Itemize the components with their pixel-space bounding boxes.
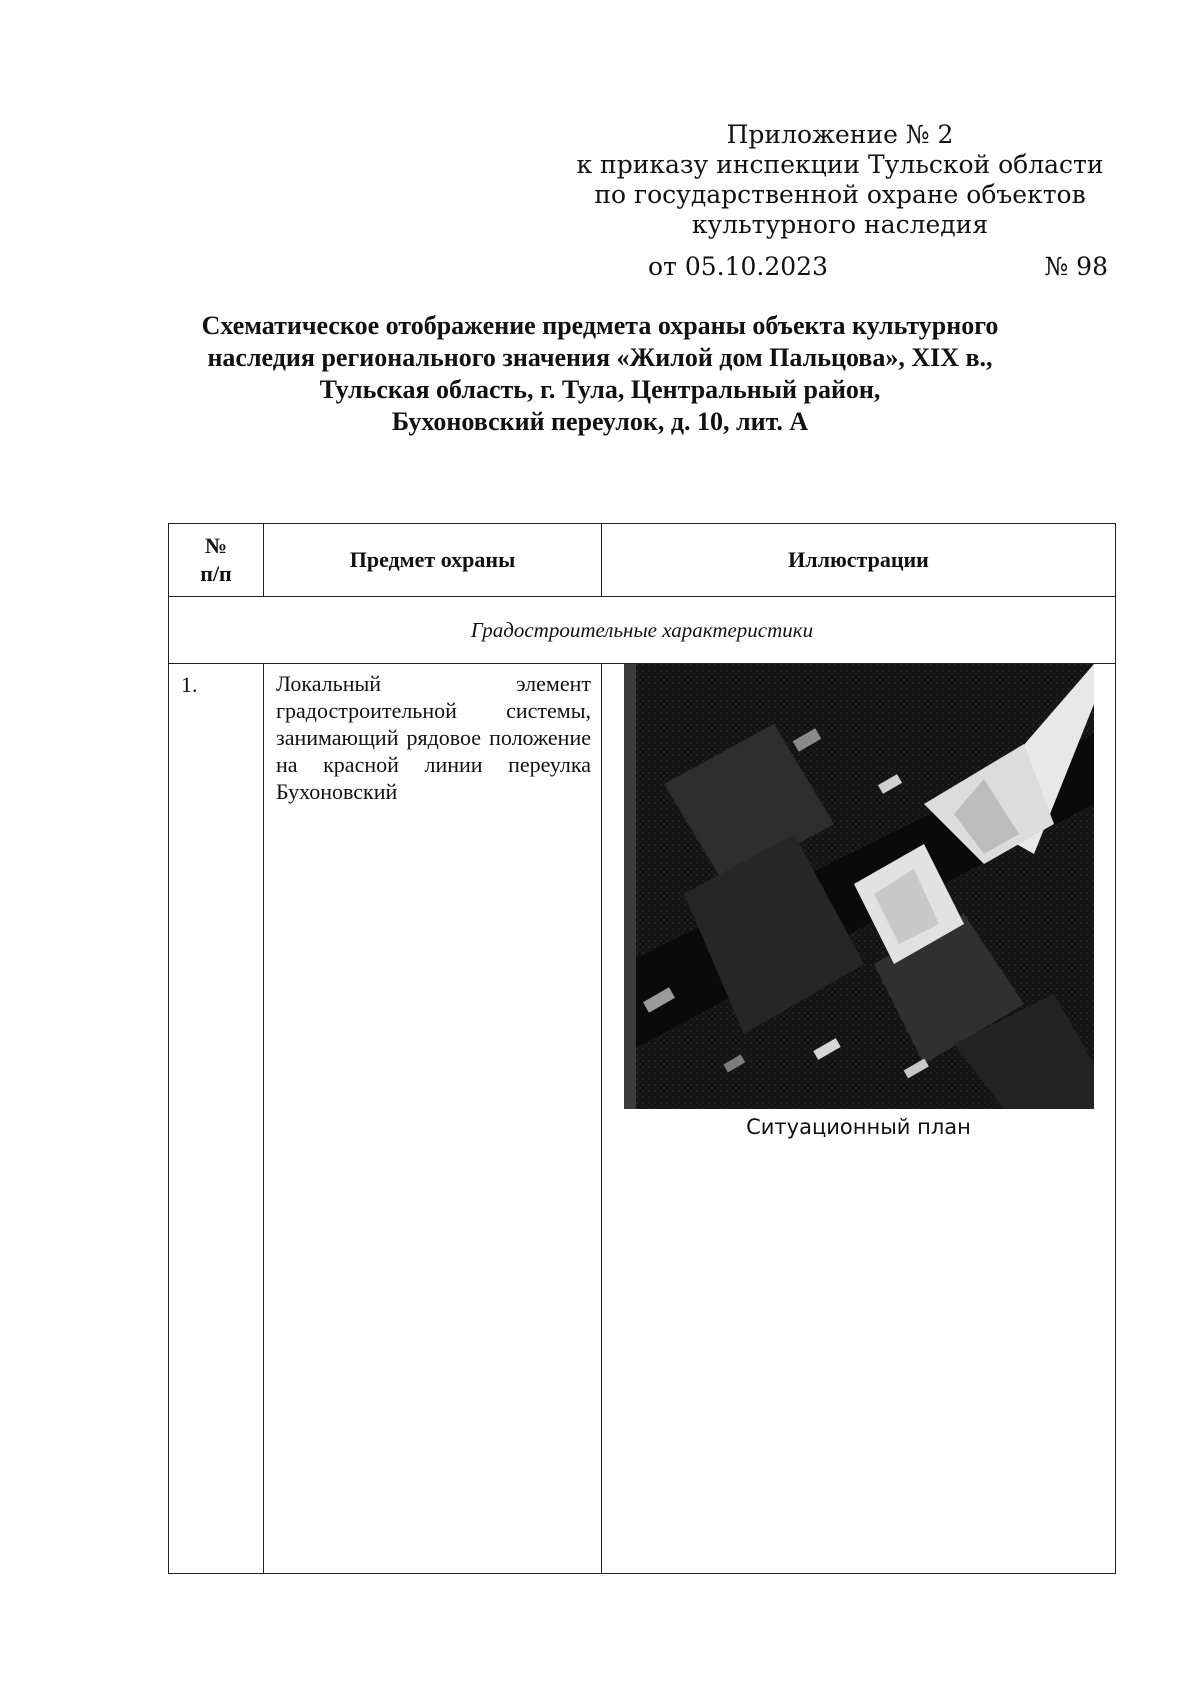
row-illustration — [602, 664, 1116, 1574]
title-line: Тульская область, г. Тула, Центральный район, — [319, 375, 881, 404]
appendix-line: по государственной охране объектов — [594, 180, 1086, 209]
row-number: 1. — [169, 664, 264, 1574]
table-row — [169, 664, 1116, 1574]
appendix-line: Приложение № 2 — [726, 120, 954, 149]
header-illustrations: Иллюстрации — [602, 524, 1116, 597]
title-line: Схематическое отображение предмета охраны объекта культурного — [201, 311, 999, 340]
header-number-sign: № — [204, 533, 228, 558]
appendix-line: культурного наследия — [691, 210, 989, 239]
row-subject: Локальный элемент градостроительной системы, занимающий рядовое положение на красной линии переулка Бухоновский — [264, 664, 602, 1574]
header-number — [169, 524, 264, 597]
order-number: № 98 — [1044, 252, 1108, 281]
header-number-abbr: п/п — [200, 561, 232, 586]
appendix-line: к приказу инспекции Тульской области — [576, 150, 1104, 179]
protection-subject-table — [168, 523, 1116, 1574]
document-title — [150, 310, 1050, 438]
title-line: Бухоновский переулок, д. 10, лит. А — [391, 407, 809, 436]
order-date-number — [648, 252, 1108, 282]
title-line: наследия регионального значения «Жилой дом Пальцова», XIX в., — [207, 343, 993, 372]
table-header-row — [169, 524, 1116, 597]
section-row — [169, 597, 1116, 664]
appendix-block — [560, 120, 1120, 240]
header-subject: Предмет охраны — [264, 524, 602, 597]
section-title: Градостроительные характеристики — [169, 597, 1116, 664]
aerial-photo — [624, 664, 1094, 1109]
order-date: от 05.10.2023 — [648, 252, 828, 281]
illustration-caption: Ситуационный план — [746, 1115, 971, 1139]
